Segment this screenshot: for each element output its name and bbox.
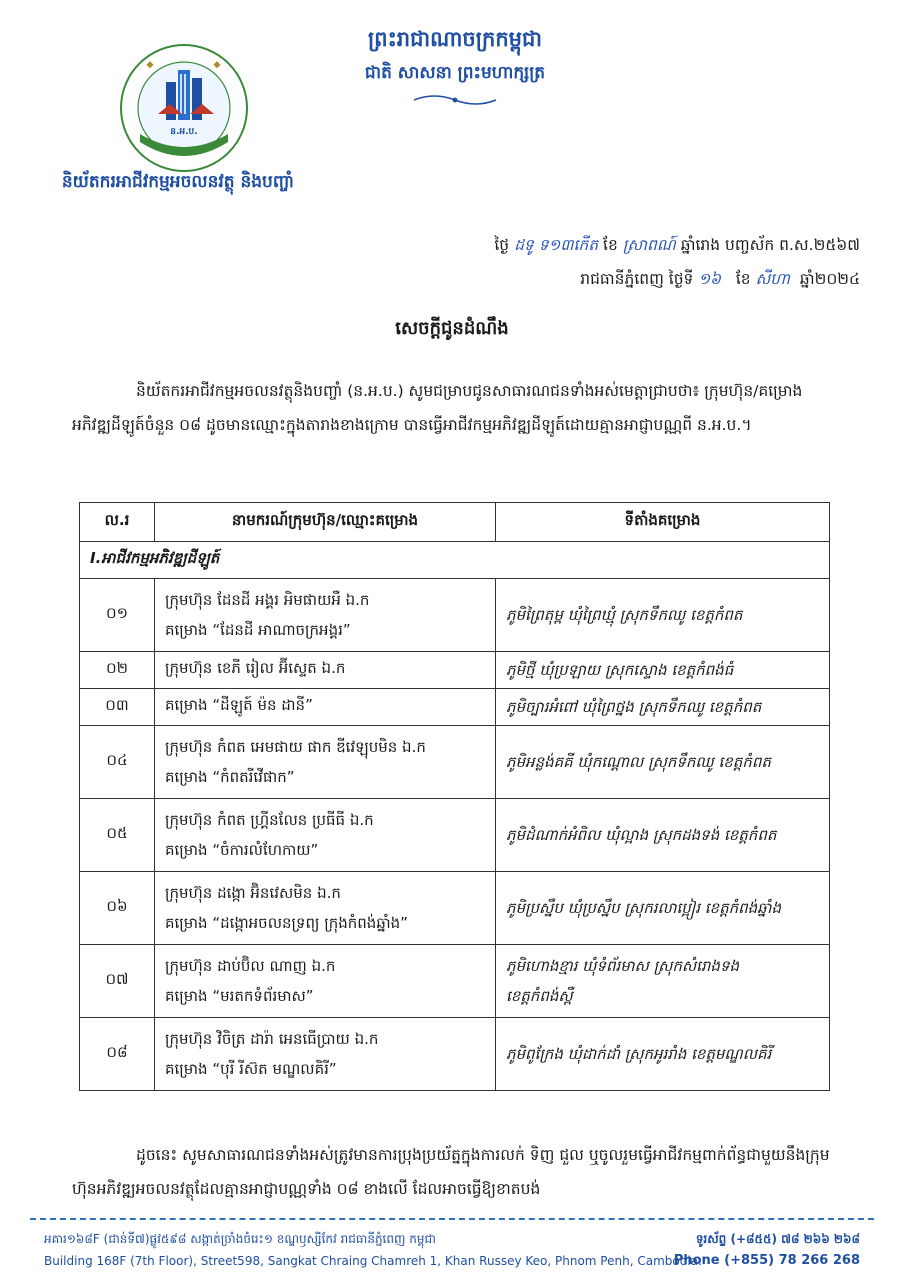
- row-location: ភូមិអន្លង់គគី ឃុំកណ្តោល ស្រុកទឹកឈូ ខេត្តកំពត: [496, 726, 830, 799]
- table-row: [80, 689, 830, 726]
- row-no: ០១: [80, 579, 155, 652]
- table-section-row: [80, 542, 830, 579]
- company-name: ក្រុមហ៊ុន ដាប់ប៊ិល ណាញ ឯ.ក: [165, 957, 336, 975]
- header-location: ទីតាំងគម្រោង: [496, 503, 830, 542]
- unlicensed-projects-table: [79, 502, 830, 1091]
- row-company-cell: [155, 726, 496, 799]
- footer-divider: [30, 1218, 874, 1220]
- table-row: [80, 799, 830, 872]
- date-month-handwritten: ស្រាពណ៍: [622, 236, 676, 254]
- closing-paragraph: ដូចនេះ សូមសាធារណជនទាំងអស់ត្រូវមានការប្រុងប្រយ័ត្នក្នុងការលក់ ទិញ ជួល ឬចូលរួមធ្វើអាជីវកម្មពាក់ព័ន្ធជាមួយនឹងក្រុមហ៊ុនអភិវឌ្ឍអចលនវត្ថុដែលគ្មានអាជ្ញាបណ្ណទាំង ០៨ ខាងលើ ដែលអាចធ្វើឱ្យខាតបង់: [72, 1146, 830, 1198]
- project-name: គម្រោង “ដីឡូត៍ ម៉ន ដានី”: [155, 689, 496, 726]
- company-name: ក្រុមហ៊ុន កំពត អេមផាយ ផាក ឌីវេឡុបមិន ឯ.ក: [165, 738, 426, 756]
- row-location: ភូមិព្រៃតុម្ព ឃុំព្រៃឃ្មុំ ស្រុកទឹកឈូ ខេត្តកំពត: [496, 579, 830, 652]
- solar-date-line: [360, 266, 860, 292]
- location-line: ភូមិហោងខ្មារ ឃុំទំព័រមាស ស្រុកសំរោងទង: [506, 957, 739, 975]
- project-name: គម្រោង “ដង្កោអចលនទ្រព្យ ក្រុងកំពង់ឆ្នាំង”: [165, 914, 408, 932]
- location-line: ខេត្តកំពង់ស្ពឺ: [506, 987, 573, 1005]
- row-location: ភូមិដំណាក់អំពិល ឃុំល្អាង ស្រុកដងទង់ ខេត្តកំពត: [496, 799, 830, 872]
- row-company-cell: [155, 945, 496, 1018]
- date-solar-month-label: ខែ: [735, 270, 751, 288]
- table-row: [80, 945, 830, 1018]
- national-motto: ជាតិ សាសនា ព្រះមហាក្សត្រ: [364, 63, 546, 83]
- notice-title: សេចក្តីជូនដំណឹង: [395, 318, 509, 339]
- date-solar-year: ឆ្នាំ២០២៤: [799, 270, 860, 288]
- intro-paragraph: និយ័តករអាជីវកម្មអចលនវត្ថុនិងបញ្ចាំ (ន.អ.ប.) សូមជម្រាបជូនសាធារណជនទាំងអស់មេត្តាជ្រាបថា៖ ក្រុមហ៊ុន/គម្រោងអភិវឌ្ឍដីឡូត៍ចំនួន ០៨ ដូចមានឈ្មោះក្នុងតារាងខាងក្រោម បានធ្វើអាជីវកម្មអភិវឌ្ឍដីឡូត៍ដោយគ្មានអាជ្ញាបណ្ណពី ន.អ.ប.។: [72, 382, 803, 434]
- project-name: គម្រោង “កំពតរីវើផាក”: [165, 768, 295, 786]
- date-solar-day-handwritten: ១៦: [698, 270, 722, 288]
- logo-abbr: ន.អ.ប.: [170, 127, 198, 137]
- address-khmer: អគារ១៦៨F (ជាន់ទី៧)ផ្លូវ៥៩៨ សង្កាត់ច្រាំងចំរេះ១ ខណ្ឌឫស្សីកែវ រាជធានីភ្នំពេញ កម្ពុជា: [44, 1232, 436, 1246]
- table-row: [80, 726, 830, 799]
- row-company-cell: [155, 799, 496, 872]
- section-title: I.អាជីវកម្មអភិវឌ្ឍដីឡូត៍: [80, 542, 830, 579]
- phone-khmer: ទូរស័ព្ទ (+៨៥៥) ៧៨ ២៦៦ ២៦៨: [695, 1232, 860, 1246]
- project-name: គម្រោង “បុរី រីស៊ត មណ្ឌលគិរី”: [165, 1060, 337, 1078]
- date-month-label: ខែ: [603, 236, 618, 254]
- row-company-cell: [155, 579, 496, 652]
- ornament-divider: [410, 92, 500, 108]
- company-name: ក្រុមហ៊ុន កំពត ហ្គ្រីនលែន ប្រធីធី ឯ.ក: [165, 811, 374, 829]
- row-no: ០២: [80, 652, 155, 689]
- header-no: ល.រ: [80, 503, 155, 542]
- date-day-label: ថ្ងៃ: [494, 236, 510, 254]
- row-no: ០៤: [80, 726, 155, 799]
- company-name: ក្រុមហ៊ុន ខេភី រៀល អ៊ីស្ទេត ឯ.ក: [155, 652, 496, 689]
- regulator-logo: [118, 42, 250, 174]
- project-name: គម្រោង “ចំការលំហែកាយ”: [165, 841, 319, 859]
- row-location-cell: [496, 945, 830, 1018]
- company-name: ក្រុមហ៊ុន ដែនដី អង្គរ អិមផាយអឺ ឯ.ក: [165, 591, 370, 609]
- date-lunar-handwritten: ទ១៣កើត: [538, 236, 599, 254]
- table-row: [80, 579, 830, 652]
- date-solar-month-handwritten: សីហា: [755, 270, 790, 288]
- row-company-cell: [155, 872, 496, 945]
- table-row: [80, 652, 830, 689]
- project-name: គម្រោង “ដែនដី អាណាចក្រអង្គរ”: [165, 621, 351, 639]
- project-name: គម្រោង “មរតកទំព័រមាស”: [165, 987, 314, 1005]
- row-no: ០៦: [80, 872, 155, 945]
- table-header-row: [80, 503, 830, 542]
- company-name: ក្រុមហ៊ុន វិចិត្រ ដារ៉ា អេនធើប្រាយ ឯ.ក: [165, 1030, 379, 1048]
- row-no: ០៨: [80, 1018, 155, 1091]
- address-english: Building 168F (7th Floor), Street598, Sangkat Chraing Chamreh 1, Khan Russey Keo, Phnom Penh, Cambodia.: [44, 1254, 702, 1268]
- date-day-handwritten: ដទូ: [514, 236, 534, 254]
- row-company-cell: [155, 1018, 496, 1091]
- header-company-project: នាមករណ៍ក្រុមហ៊ុន/ឈ្មោះគម្រោង: [155, 503, 496, 542]
- company-name: ក្រុមហ៊ុន ដង្កោ អ៊ិនវេសមិន ឯ.ក: [165, 884, 341, 902]
- footer-contact: [674, 1228, 860, 1272]
- lunar-date-line: [360, 232, 860, 258]
- date-place-label: រាជធានីភ្នំពេញ ថ្ងៃទី: [580, 270, 694, 288]
- row-location: ភូមិថ្មី ឃុំប្រឡាយ ស្រុកស្ទោង ខេត្តកំពង់ធំ: [496, 652, 830, 689]
- phone-english: Phone (+855) 78 266 268: [673, 1253, 860, 1268]
- row-no: ០៣: [80, 689, 155, 726]
- footer-address: [44, 1228, 702, 1272]
- table-row: [80, 1018, 830, 1091]
- row-no: ០៧: [80, 945, 155, 1018]
- agency-name: និយ័តករអាជីវកម្មអចលនវត្ថុ និងបញ្ចាំ: [61, 172, 295, 192]
- kingdom-title: ព្រះរាជាណាចក្រកម្ពុជា: [367, 27, 542, 51]
- row-location: ភូមិប្រស្នឹប ឃុំប្រស្នឹប ស្រុករលាប្អៀរ ខេត្តកំពង់ឆ្នាំង: [496, 872, 830, 945]
- date-lunar-year: ឆ្នាំរោង បញ្ចស័ក ព.ស.២៥៦៧: [680, 236, 860, 254]
- row-location: ភូមិពូក្រែង ឃុំដាក់ដាំ ស្រុកអូររាំង ខេត្តមណ្ឌលគិរី: [496, 1018, 830, 1091]
- row-no: ០៥: [80, 799, 155, 872]
- table-row: [80, 872, 830, 945]
- row-location: ភូមិច្បារអំពៅ ឃុំព្រៃថ្នង ស្រុកទឹកឈូ ខេត្តកំពត: [496, 689, 830, 726]
